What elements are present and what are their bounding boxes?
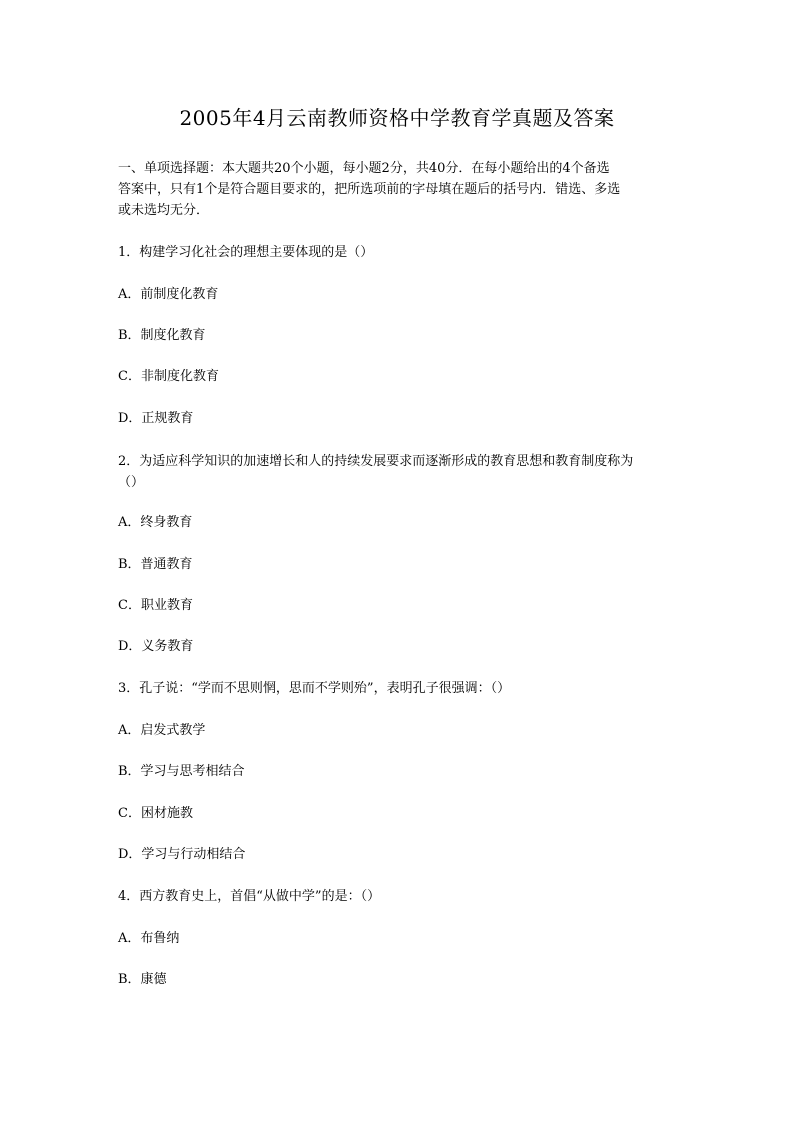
question-4-option-a: A．布鲁纳: [118, 931, 180, 946]
instructions-line-1: 一、单项选择题：本大题共20个小题，每小题2分，共40分．在每小题给出的4个备选: [118, 161, 610, 176]
question-3-option-a: A．启发式教学: [118, 723, 206, 738]
question-2-stem: [118, 451, 678, 493]
question-1-stem: 1．构建学习化社会的理想主要体现的是（）: [118, 245, 374, 260]
question-1-option-a: A．前制度化教育: [118, 287, 219, 302]
instructions-line-3: 或未选均无分．: [118, 203, 210, 218]
question-3-option-b: B．学习与思考相结合: [118, 764, 245, 779]
question-1-option-b: B．制度化教育: [118, 328, 206, 343]
question-3-option-c: C．困材施教: [118, 806, 193, 821]
question-1-option-d: D．正规教育: [118, 411, 194, 426]
question-3-stem: 3．孔子说：“学而不思则惘，思而不学则殆”，表明孔子很强调：（）: [118, 681, 511, 696]
question-2-stem-line-2: （）: [118, 475, 145, 490]
question-1-option-c: C．非制度化教育: [118, 369, 219, 384]
question-2-option-d: D．义务教育: [118, 639, 194, 654]
question-3-option-d: D．学习与行动相结合: [118, 847, 246, 862]
question-4-stem: 4．西方教育史上，首倡“从做中学”的是：（）: [118, 889, 381, 904]
instructions-line-2: 答案中，只有1个是符合题目要求的，把所选项前的字母填在题后的括号内．错选、多选: [118, 182, 621, 197]
question-2-option-a: A．终身教育: [118, 515, 193, 530]
document-title: 2005年4月云南教师资格中学教育学真题及答案: [179, 106, 615, 130]
question-4-option-b: B．康德: [118, 972, 167, 987]
question-2-option-c: C．职业教育: [118, 598, 193, 613]
question-2-option-b: B．普通教育: [118, 557, 193, 572]
question-2-stem-line-1: 2．为适应科学知识的加速增长和人的持续发展要求而逐渐形成的教育思想和教育制度称为: [118, 454, 634, 469]
instructions-paragraph: [118, 158, 678, 221]
